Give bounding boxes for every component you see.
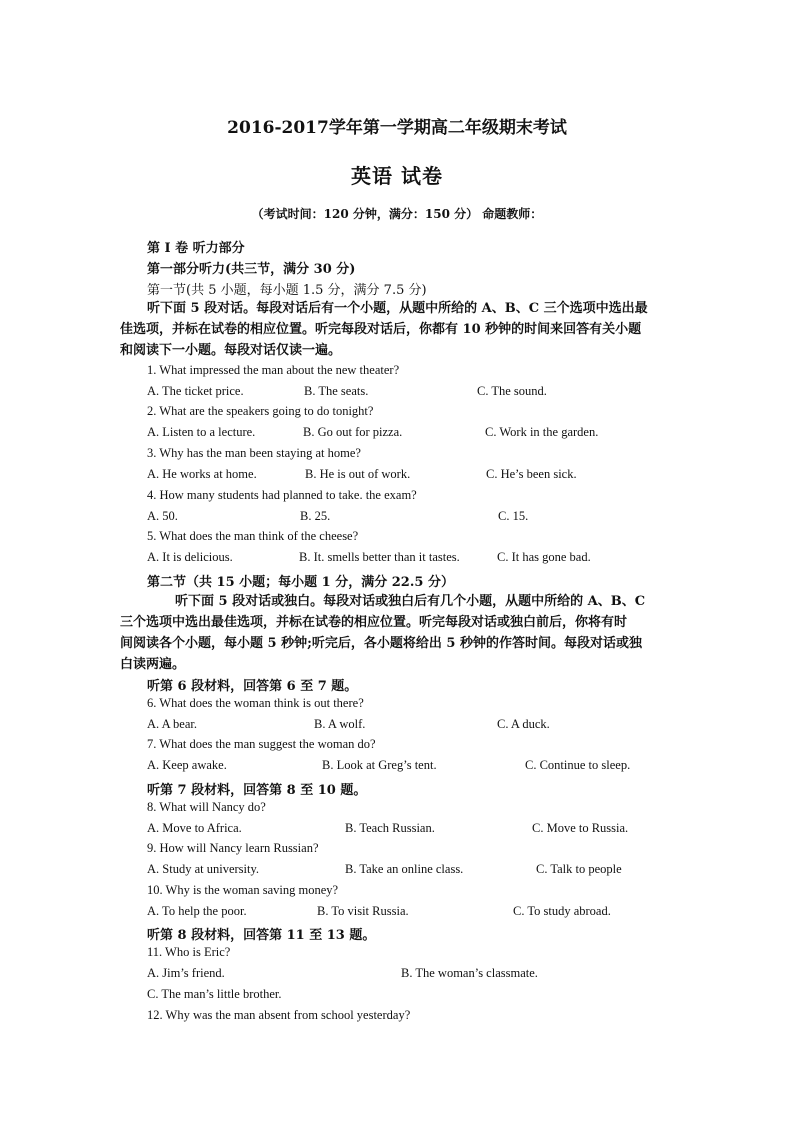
- material-7-heading: 听第 7 段材料，回答第 8 至 10 题。: [147, 783, 367, 798]
- q11-option-b: B. The woman’s classmate.: [401, 966, 538, 980]
- section1-heading: 第一节(共 5 小题，每小题 1.5 分，满分 7.5 分): [147, 283, 427, 298]
- exam-subject: 英语 试卷: [351, 164, 443, 188]
- q2-option-a: A. Listen to a lecture.: [147, 425, 256, 439]
- q8-option-b: B. Teach Russian.: [345, 821, 435, 835]
- question-6: 6. What does the woman think is out there?: [147, 696, 364, 710]
- q1-option-a: A. The ticket price.: [147, 384, 244, 398]
- question-9: 9. How will Nancy learn Russian?: [147, 841, 319, 855]
- section2-instruction-line4: 白读两遍。: [120, 657, 186, 672]
- q10-option-a: A. To help the poor.: [147, 904, 247, 918]
- exam-info: （考试时间：120 分钟，满分：150 分） 命题教师：: [251, 207, 543, 221]
- section2-instruction-line1: 听下面 5 段对话或独白。每段对话或独白后有几个小题，从题中所给的 A、B、C: [175, 594, 646, 609]
- q5-option-b: B. It. smells better than it tastes.: [299, 550, 460, 564]
- question-4: 4. How many students had planned to take. the exam?: [147, 488, 417, 502]
- section1-instruction-line2: 佳选项，并标在试卷的相应位置。听完每段对话后，你都有 10 秒钟的时间来回答有关小题: [120, 322, 642, 337]
- question-3: 3. Why has the man been staying at home?: [147, 446, 361, 460]
- question-12: 12. Why was the man absent from school yesterday?: [147, 1008, 411, 1022]
- q4-option-b: B. 25.: [300, 509, 331, 523]
- section1-instruction-line1: 听下面 5 段对话。每段对话后有一个小题，从题中所给的 A、B、C 三个选项中选出最: [147, 301, 648, 316]
- section1-instruction-line3: 和阅读下一小题。每段对话仅读一遍。: [120, 343, 342, 358]
- q8-option-a: A. Move to Africa.: [147, 821, 242, 835]
- q10-option-b: B. To visit Russia.: [317, 904, 409, 918]
- q3-option-c: C. He’s been sick.: [486, 467, 577, 481]
- q10-option-c: C. To study abroad.: [513, 904, 611, 918]
- q11-option-c: C. The man’s little brother.: [147, 987, 282, 1001]
- question-8: 8. What will Nancy do?: [147, 800, 266, 814]
- exam-title: 2016-2017学年第一学期高二年级期末考试: [227, 118, 567, 138]
- section2-instruction-line3: 间阅读各个小题，每小题 5 秒钟;听完后，各小题将给出 5 秒钟的作答时间。每段对话或独: [120, 636, 642, 651]
- q4-option-a: A. 50.: [147, 509, 178, 523]
- section-heading: 第一部分听力(共三节，满分 30 分): [147, 262, 356, 277]
- question-5: 5. What does the man think of the cheese?: [147, 529, 359, 543]
- q7-option-a: A. Keep awake.: [147, 758, 227, 772]
- q3-option-a: A. He works at home.: [147, 467, 257, 481]
- question-10: 10. Why is the woman saving money?: [147, 883, 339, 897]
- material-8-heading: 听第 8 段材料，回答第 11 至 13 题。: [147, 928, 376, 943]
- q2-option-b: B. Go out for pizza.: [303, 425, 403, 439]
- q9-option-a: A. Study at university.: [147, 862, 260, 876]
- q11-option-a: A. Jim’s friend.: [147, 966, 225, 980]
- section2-instruction-line2: 三个选项中选出最佳选项，并标在试卷的相应位置。听完每段对话或独白前后，你将有时: [120, 615, 628, 630]
- q3-option-b: B. He is out of work.: [305, 467, 411, 481]
- q1-option-b: B. The seats.: [304, 384, 369, 398]
- question-1: 1. What impressed the man about the new theater?: [147, 363, 400, 377]
- q6-option-a: A. A bear.: [147, 717, 197, 731]
- q8-option-c: C. Move to Russia.: [532, 821, 629, 835]
- q7-option-c: C. Continue to sleep.: [525, 758, 631, 772]
- q7-option-b: B. Look at Greg’s tent.: [322, 758, 437, 772]
- q4-option-c: C. 15.: [498, 509, 529, 523]
- q2-option-c: C. Work in the garden.: [485, 425, 599, 439]
- question-7: 7. What does the man suggest the woman do?: [147, 737, 376, 751]
- question-2: 2. What are the speakers going to do tonight?: [147, 404, 374, 418]
- q6-option-c: C. A duck.: [497, 717, 550, 731]
- q9-option-b: B. Take an online class.: [345, 862, 464, 876]
- q9-option-c: C. Talk to people: [536, 862, 622, 876]
- question-11: 11. Who is Eric?: [147, 945, 231, 959]
- section2-heading: 第二节（共 15 小题；每小题 1 分，满分 22.5 分）: [147, 575, 454, 590]
- volume-heading: 第 I 卷 听力部分: [147, 241, 245, 256]
- q1-option-c: C. The sound.: [477, 384, 547, 398]
- material-6-heading: 听第 6 段材料，回答第 6 至 7 题。: [147, 679, 358, 694]
- q6-option-b: B. A wolf.: [314, 717, 366, 731]
- q5-option-c: C. It has gone bad.: [497, 550, 591, 564]
- q5-option-a: A. It is delicious.: [147, 550, 233, 564]
